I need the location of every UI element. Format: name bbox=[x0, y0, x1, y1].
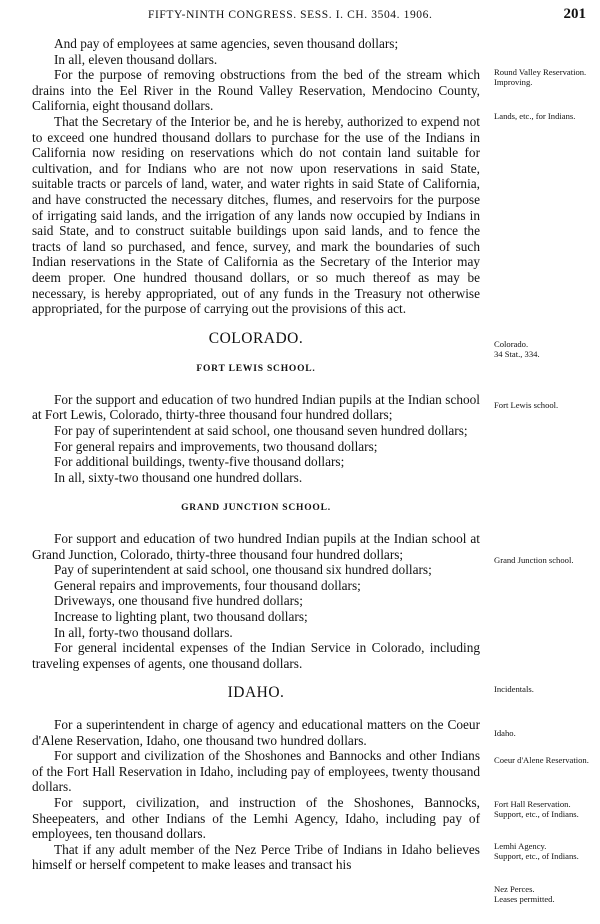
paragraph-lands: That the Secretary of the Interior be, and he is hereby, authorized to expend not to exceed one hundred thousand dollars to purchase for the use of the Indians in California now residing on reservations which do not contain land suitable for cultivation, and for Indians who are not now upon reservations in said State, suitable tracts or parcels of land, water, and water rights in said State of California, and have constructed the necessary ditches, flumes, and reservoirs for the purpose of irrigating said lands, and the irrigation of any lands now occupied by Indians in said State, and to construct suitable buildings upon said lands, and to fence the tracts of land so purchased, and fence, survey, and mark the boundaries of such Indian reservations in the State of California as the Secretary of the Interior may deem proper. One hundred thousand dollars, or so much thereof as may be necessary, is hereby appropriated, out of any funds in the Treasury not otherwise appropriated, for the purpose of carrying out the provisions of this act. bbox=[32, 113, 480, 317]
margin-note-idaho bbox=[494, 729, 594, 739]
paragraph-incidentals: For general incidental expenses of the Indian Service in Colorado, including traveling expenses of agents, one thousand dollars. bbox=[32, 640, 480, 671]
paragraph: Increase to lighting plant, two thousand dollars; bbox=[54, 609, 308, 624]
margin-note-sub: Improving. bbox=[494, 76, 533, 87]
paragraph: For additional buildings, twenty-five thousand dollars; bbox=[54, 454, 345, 470]
margin-note-title: Nez Perces. bbox=[494, 884, 535, 894]
paragraph: And pay of employees at same agencies, seven thousand dollars; bbox=[54, 36, 399, 51]
margin-note-title: Grand Junction school. bbox=[494, 555, 574, 565]
margin-note-sub: Leases permitted. bbox=[494, 893, 555, 904]
paragraph-fort-hall: For support and civilization of the Shoshones and Bannocks and other Indians of the Fort Hall Reservation in Idaho, including pay of employees, twenty thousand dollars. bbox=[32, 748, 480, 795]
margin-note-title: Colorado. bbox=[494, 339, 529, 349]
margin-note-lemhi bbox=[494, 842, 594, 861]
heading-colorado: COLORADO. bbox=[208, 329, 304, 347]
running-title: FIFTY-NINTH CONGRESS. SESS. I. CH. 3504. 1906. bbox=[148, 9, 433, 21]
paragraph: In all, forty-two thousand dollars. bbox=[54, 624, 233, 640]
page-header bbox=[0, 6, 600, 27]
margin-note-incidentals bbox=[494, 685, 594, 695]
margin-note-fort-lewis bbox=[494, 401, 594, 411]
paragraph: For pay of superintendent at said school, one thousand seven hundred dollars; bbox=[54, 423, 468, 439]
paragraph: In all, sixty-two thousand one hundred dollars. bbox=[54, 469, 303, 485]
margin-note-sub: Support, etc., of Indians. bbox=[494, 808, 579, 819]
margin-note-grand-junction bbox=[494, 556, 594, 566]
paragraph: In all, eleven thousand dollars. bbox=[54, 51, 218, 67]
margin-note-title: Lands, etc., for Indians. bbox=[494, 111, 576, 121]
margin-note-title: Coeur d'Alene Reservation. bbox=[494, 755, 589, 765]
margin-note-ref: 34 Stat., 334. bbox=[494, 348, 540, 359]
heading-idaho: IDAHO. bbox=[227, 684, 285, 702]
margin-note-lands bbox=[494, 112, 594, 122]
paragraph-coeur-d-alene: For a superintendent in charge of agency and educational matters on the Coeur d'Alene Reservation, Idaho, one thousand two hundred dollars. bbox=[32, 716, 480, 748]
paragraph-grand-junction: For support and education of two hundred Indian pupils at the Indian school at Grand Junction, Colorado, thirty-three thousand four hundred dollars; bbox=[32, 531, 480, 562]
margin-note-title: Fort Lewis school. bbox=[494, 400, 559, 410]
margin-note-colorado bbox=[494, 340, 594, 359]
paragraph-lemhi: For support, civilization, and instruction of the Shoshones, Bannocks, Sheepeaters, and other Indians of the Lemhi Agency, Idaho, including pay of employees, ten thousand dollars. bbox=[32, 794, 480, 842]
margin-note-title: Idaho. bbox=[494, 728, 516, 738]
paragraph: Driveways, one thousand five hundred dollars; bbox=[54, 593, 303, 609]
margin-note-title: Incidentals. bbox=[494, 684, 534, 694]
margin-note-fort-hall bbox=[494, 800, 594, 819]
paragraph-fort-lewis: For the support and education of two hundred Indian pupils at the Indian school at Fort Lewis, Colorado, thirty-three thousand four hundred dollars; bbox=[32, 391, 480, 423]
margin-note-sub: Support, etc., of Indians. bbox=[494, 850, 579, 861]
margin-note-title: Fort Hall Reservation. bbox=[494, 799, 571, 809]
paragraph: General repairs and improvements, four thousand dollars; bbox=[54, 577, 361, 593]
heading-fort-lewis-school: FORT LEWIS SCHOOL. bbox=[196, 364, 316, 375]
margin-note-title: Lemhi Agency. bbox=[494, 841, 547, 851]
margin-note-round-valley bbox=[494, 68, 594, 87]
body-text bbox=[32, 36, 480, 873]
paragraph: Pay of superintendent at said school, one thousand six hundred dollars; bbox=[54, 562, 432, 578]
margin-note-nez-perces bbox=[494, 885, 594, 904]
margin-note-title: Round Valley Reservation. bbox=[494, 67, 587, 77]
margin-note-coeur-d-alene bbox=[494, 756, 594, 766]
page-number: 201 bbox=[563, 6, 586, 22]
paragraph-round-valley: For the purpose of removing obstructions from the bed of the stream which drains into the Eel River in the Round Valley Reservation, Mendocino County, California, eight thousand dollars. bbox=[32, 67, 480, 114]
paragraph-nez-perces: That if any adult member of the Nez Perce Tribe of Indians in Idaho believes himself or herself competent to make leases and transact his bbox=[32, 841, 480, 873]
paragraph: For general repairs and improvements, two thousand dollars; bbox=[54, 438, 378, 454]
heading-grand-junction-school: GRAND JUNCTION SCHOOL. bbox=[181, 503, 331, 514]
